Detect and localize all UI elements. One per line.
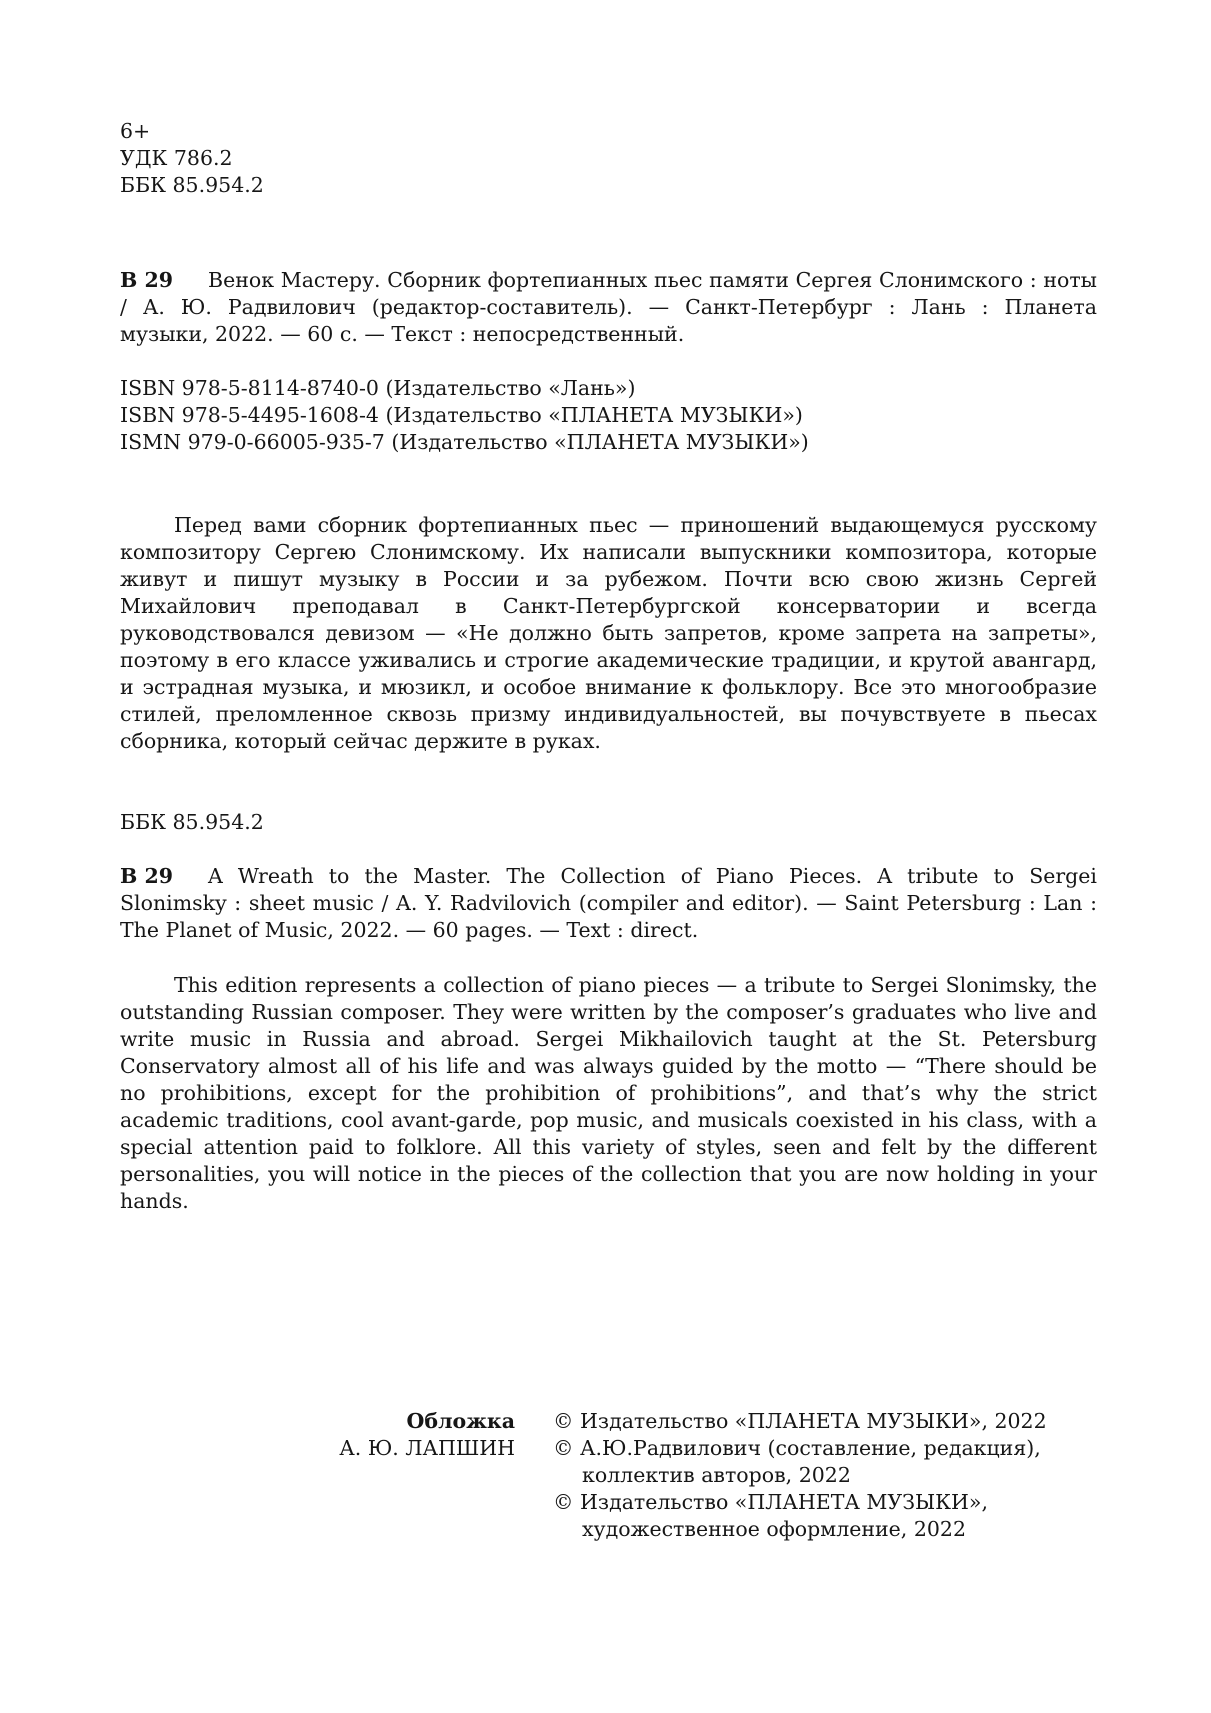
russian-catalog-entry bbox=[120, 267, 1097, 348]
cover-label: Обложка bbox=[406, 1409, 515, 1433]
english-catalog-entry bbox=[120, 863, 1097, 944]
copyright-design: © Издательство «ПЛАНЕТА МУЗЫКИ», bbox=[553, 1490, 988, 1514]
author-mark: В 29 bbox=[120, 864, 173, 888]
imprint-page bbox=[120, 118, 1097, 1215]
copyright-compiler-cont: коллектив авторов, 2022 bbox=[582, 1463, 851, 1487]
catalog-text: Венок Мастеру. Сборник фортепианных пьес памяти Сергея Слонимского : ноты / А. Ю. Радвилович (редактор-составитель). — Санкт-Петербург : Лань : Планета музыки, 2022. — 60 с. — Текст : непосредственный. bbox=[120, 268, 1097, 346]
catalog-text: A Wreath to the Master. The Collection of Piano Pieces. A tribute to Sergei Slonimsky : sheet music / A. Y. Radvilovich (compiler and editor). — Saint Petersburg : Lan : The Planet of Music, 2022. — 60 pages. — Text : direct. bbox=[120, 864, 1097, 942]
credits-block bbox=[300, 1408, 1100, 1543]
udk-code: УДК 786.2 bbox=[120, 146, 233, 170]
bbk-code: ББК 85.954.2 bbox=[120, 173, 264, 197]
author-mark: В 29 bbox=[120, 268, 173, 292]
classification-header bbox=[120, 118, 1097, 199]
bbk-code-english-section: ББК 85.954.2 bbox=[120, 810, 264, 834]
isbn-line: ISBN 978-5-4495-1608-4 (Издательство «ПЛАНЕТА МУЗЫКИ») bbox=[120, 403, 803, 427]
age-rating: 6+ bbox=[120, 119, 151, 143]
english-annotation: This edition represents a collection of piano pieces — a tribute to Sergei Slonimsky, the outstanding Russian composer. They were written by the composer’s graduates who live and write music in Russia and abroad. Sergei Mikhailovich taught at the St. Petersburg Conservatory almost all of his life and was always guided by the motto — “There should be no prohibitions, except for the prohibition of prohibitions”, and that’s why the strict academic traditions, cool avant-garde, pop music, and musicals coexisted in his class, with a special attention paid to folklore. All this variety of styles, seen and felt by the different personalities, you will notice in the pieces of the collection that you are now holding in your hands. bbox=[120, 973, 1097, 1213]
copyright-publisher: © Издательство «ПЛАНЕТА МУЗЫКИ», 2022 bbox=[553, 1409, 1047, 1433]
isbn-block bbox=[120, 375, 1097, 456]
cover-artist: А. Ю. ЛАПШИН bbox=[339, 1436, 515, 1460]
copyright-design-cont: художественное оформление, 2022 bbox=[582, 1517, 967, 1541]
ismn-line: ISMN 979-0-66005-935-7 (Издательство «ПЛАНЕТА МУЗЫКИ») bbox=[120, 430, 809, 454]
copyright-compiler: © А.Ю.Радвилович (составление, редакция), bbox=[553, 1436, 1041, 1460]
isbn-line: ISBN 978-5-8114-8740-0 (Издательство «Лань») bbox=[120, 376, 636, 400]
russian-annotation: Перед вами сборник фортепианных пьес — приношений выдающемуся русскому композитору Сергею Слонимскому. Их написали выпускники композитора, которые живут и пишут музыку в России и за рубежом. Почти всю свою жизнь Сергей Михайлович преподавал в Санкт-Петербургской консерватории и всегда руководствовался девизом — «Не должно быть запретов, кроме запрета на запреты», поэтому в его классе уживались и строгие академические традиции, и крутой авангард, и эстрадная музыка, и мюзикл, и особое внимание к фольклору. Все это многообразие стилей, преломленное сквозь призму индивидуальностей, вы почувствуете в пьесах сборника, который сейчас держите в руках. bbox=[120, 513, 1097, 753]
